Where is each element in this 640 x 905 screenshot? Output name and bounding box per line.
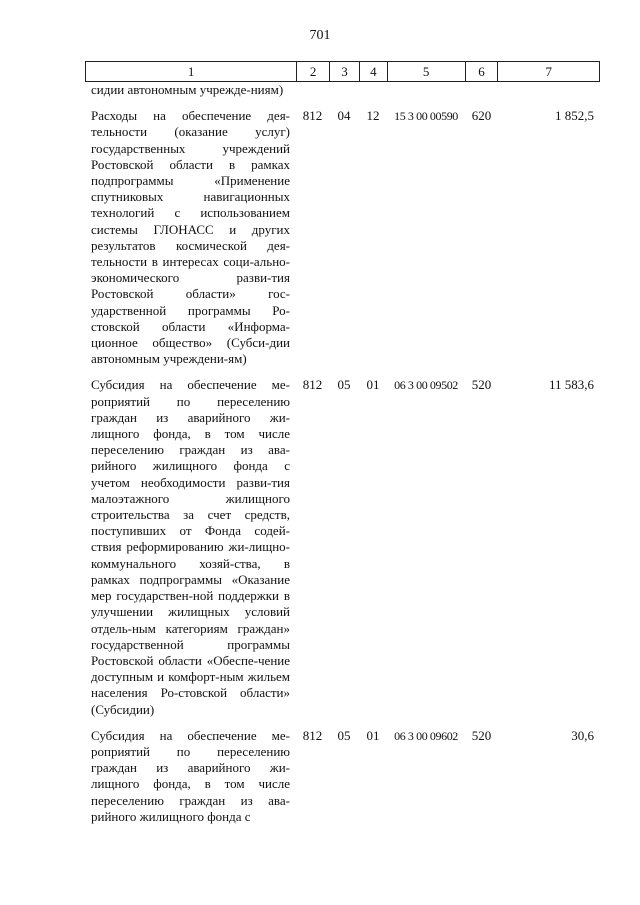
row-code-ministry: 812	[302, 377, 323, 393]
row-code-section: 04	[337, 108, 351, 124]
column-header-1: 1	[187, 64, 195, 79]
column-header-2: 2	[296, 62, 329, 81]
row-code-target	[387, 82, 465, 98]
table-row	[85, 377, 600, 717]
row-code-expense-type: 620	[471, 108, 492, 124]
row-code-subsection: 01	[366, 377, 380, 393]
row-code-expense-type	[465, 82, 498, 98]
row-code-ministry: 812	[302, 727, 323, 743]
table-header-row	[85, 61, 600, 82]
column-header-7: 7	[497, 62, 599, 81]
row-code-section	[329, 82, 359, 98]
row-code-subsection	[359, 82, 387, 98]
row-description: Субсидия на обеспечение ме-роприятий по переселению граждан из аварийного жи-лищного фонда, в том числе переселению граждан из ава-рийного жилищного фонда с	[91, 727, 290, 824]
budget-table	[85, 61, 600, 835]
row-amount	[498, 82, 600, 98]
row-code-section: 05	[337, 377, 351, 393]
row-description: Субсидия на обеспечение ме-роприятий по переселению граждан из аварийного жи-лищного фонда, в том числе переселению граждан из ава-рийного жилищного фонда с учетом необходимости разви-тия малоэтажного жилищного строительства за счет средств, поступивших от Фонда содей-ствия реформированию жи-лищно-коммунального хозяй-ства, в рамках подпрограммы «Оказание мер государствен-ной поддержки в улучшении жилищных условий отдель-ным категориям граждан» государственной программы Ростовской области «Обеспе-чение доступным и комфорт-ным жильем населения Ро-стовской области» (Субсидии)	[91, 377, 290, 717]
row-code-ministry: 812	[302, 108, 323, 124]
column-header-4: 4	[359, 62, 387, 81]
row-code-expense-type: 520	[471, 727, 492, 743]
row-code-subsection: 12	[366, 108, 380, 124]
table-row	[85, 108, 600, 367]
row-description: Расходы на обеспечение дея-тельности (оказание услуг) государственных учреждений Ростовской области в рамках подпрограммы «Применение спутниковых навигационных технологий с использованием системы ГЛОНАСС и других результатов космической дея-тельности в интересах соци-ально-экономического разви-тия Ростовской области» гос-ударственной программы Ро-стовской области «Информа-ционное общество» (Субси-дии автономным учреждени-ям)	[91, 108, 290, 367]
column-header-5: 5	[387, 62, 465, 81]
row-code-target: 06 3 00 09602	[394, 728, 458, 743]
column-header-3: 3	[329, 62, 359, 81]
row-code-subsection: 01	[366, 727, 380, 743]
row-code-target: 15 3 00 00590	[394, 109, 458, 124]
row-amount: 11 583,6	[548, 377, 594, 393]
row-description: сидии автономным учрежде-ниям)	[91, 82, 284, 97]
table-row	[85, 82, 600, 98]
page-number: 701	[309, 28, 331, 43]
row-code-target: 06 3 00 09502	[394, 378, 458, 393]
row-amount: 1 852,5	[555, 108, 594, 124]
table-row	[85, 728, 600, 825]
row-code-section: 05	[337, 727, 351, 743]
column-header-6: 6	[465, 62, 498, 81]
row-code-ministry	[296, 82, 329, 98]
row-amount: 30,6	[571, 727, 594, 743]
row-code-expense-type: 520	[471, 377, 492, 393]
